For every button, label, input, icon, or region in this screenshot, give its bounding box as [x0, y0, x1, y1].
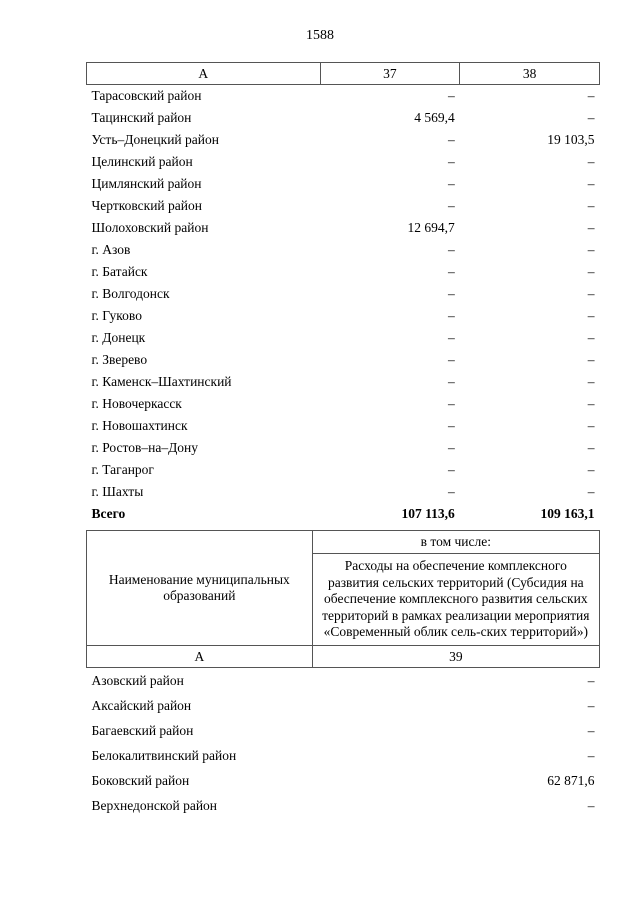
value-38: – [587, 220, 595, 235]
value-38: – [587, 440, 595, 455]
page-number: 1588 [306, 28, 334, 43]
municipality-name: Аксайский район [91, 697, 192, 713]
budget-table-cols-37-38 [86, 62, 600, 525]
value-37: – [448, 462, 455, 477]
header-col-a: А [87, 63, 321, 85]
municipality-name: Шолоховский район [91, 220, 209, 235]
table-row [87, 393, 600, 415]
municipality-name: г. Ростов–на–Дону [91, 440, 199, 455]
table-row [87, 693, 600, 718]
municipality-name: г. Шахты [91, 484, 144, 499]
municipality-name: г. Донецк [91, 330, 146, 345]
municipality-name: Цимлянский район [91, 176, 202, 191]
municipality-name: г. Новочеркасск [91, 396, 182, 411]
municipality-name: г. Таганрог [91, 462, 154, 477]
value-37: – [448, 352, 455, 367]
total-value-37: 107 113,6 [401, 506, 455, 521]
value-37: – [448, 396, 455, 411]
table-row [87, 718, 600, 743]
table-row [87, 437, 600, 459]
value-37: 4 569,4 [414, 110, 455, 125]
municipality-name: г. Новошахтинск [91, 418, 188, 433]
table-row [87, 327, 600, 349]
table-row [87, 195, 600, 217]
value-37: – [448, 154, 455, 169]
municipality-name: Белокалитвинский район [91, 747, 237, 763]
value-37: 12 694,7 [407, 220, 455, 235]
table-row [87, 173, 600, 195]
value-38: – [587, 462, 595, 477]
header-col-a: А [87, 645, 313, 667]
header-col-37: 37 [320, 63, 460, 85]
value-37: – [448, 88, 455, 103]
value-38: – [587, 308, 595, 323]
value-39: – [587, 672, 595, 688]
value-38: – [587, 286, 595, 301]
table-row [87, 129, 600, 151]
value-38: – [587, 242, 595, 257]
value-38: – [587, 418, 595, 433]
value-37: – [448, 308, 455, 323]
value-38: – [587, 88, 595, 103]
table-row [87, 217, 600, 239]
table-row [87, 371, 600, 393]
value-37: – [448, 264, 455, 279]
table-row [87, 459, 600, 481]
value-37: – [448, 242, 455, 257]
total-row [87, 503, 600, 525]
value-37: – [448, 330, 455, 345]
municipality-name: г. Батайск [91, 264, 148, 279]
municipality-name: г. Азов [91, 242, 131, 257]
table-row [87, 481, 600, 503]
value-38: – [587, 330, 595, 345]
table-header-row [87, 63, 600, 85]
value-38: 19 103,5 [547, 132, 595, 147]
value-39: 62 871,6 [547, 772, 595, 788]
value-38: – [587, 264, 595, 279]
header-col-39: 39 [312, 645, 599, 667]
value-39: – [587, 747, 595, 763]
expense-description-header: Расходы на обеспечение комплексного развития сельских территорий (Субсидия на обеспечение комплексного развития сельских территорий в рамках реализации мероприятия «Современный облик сель-ских территорий») [312, 554, 599, 646]
value-39: – [587, 697, 595, 713]
value-38: – [587, 198, 595, 213]
value-39: – [587, 797, 595, 813]
value-38: – [587, 484, 595, 499]
value-37: – [448, 440, 455, 455]
value-38: – [587, 374, 595, 389]
municipality-name: Боковский район [91, 772, 190, 788]
municipality-name: Азовский район [91, 672, 184, 688]
municipality-name: Верхнедонской район [91, 797, 218, 813]
value-38: – [587, 352, 595, 367]
municipality-name: г. Каменск–Шахтинский [91, 374, 232, 389]
table-row [87, 667, 600, 693]
budget-table-col-39 [86, 530, 600, 818]
municipality-name: Целинский район [91, 154, 193, 169]
value-37: – [448, 484, 455, 499]
value-37: – [448, 198, 455, 213]
municipal-header: Наименование муниципальных образований [87, 531, 313, 646]
value-38: – [587, 154, 595, 169]
table-row [87, 151, 600, 173]
value-38: – [587, 396, 595, 411]
value-38: – [587, 110, 595, 125]
value-38: – [587, 176, 595, 191]
municipality-name: Чертковский район [91, 198, 202, 213]
table-row [87, 793, 600, 818]
value-37: – [448, 286, 455, 301]
value-39: – [587, 722, 595, 738]
municipality-name: Багаевский район [91, 722, 194, 738]
table-row [87, 261, 600, 283]
table-row [87, 283, 600, 305]
municipality-name: г. Гуково [91, 308, 142, 323]
value-37: – [448, 176, 455, 191]
value-37: – [448, 418, 455, 433]
table-row [87, 349, 600, 371]
value-37: – [448, 374, 455, 389]
table-header-row [87, 645, 600, 667]
table-row [87, 743, 600, 768]
table-row [87, 415, 600, 437]
municipality-name: Усть–Донецкий район [91, 132, 219, 147]
table-row [87, 768, 600, 793]
table-row [87, 239, 600, 261]
table-row [87, 305, 600, 327]
municipality-name: г. Зверево [91, 352, 148, 367]
municipality-name: г. Волгодонск [91, 286, 170, 301]
total-value-38: 109 163,1 [540, 506, 595, 521]
value-37: – [448, 132, 455, 147]
municipality-name: Тацинский район [91, 110, 192, 125]
in-that-number-header: в том числе: [312, 531, 599, 554]
total-label: Всего [91, 506, 126, 521]
header-col-38: 38 [460, 63, 600, 85]
table-header-row [87, 531, 600, 554]
municipality-name: Тарасовский район [91, 88, 202, 103]
table-row [87, 107, 600, 129]
table-row [87, 85, 600, 108]
